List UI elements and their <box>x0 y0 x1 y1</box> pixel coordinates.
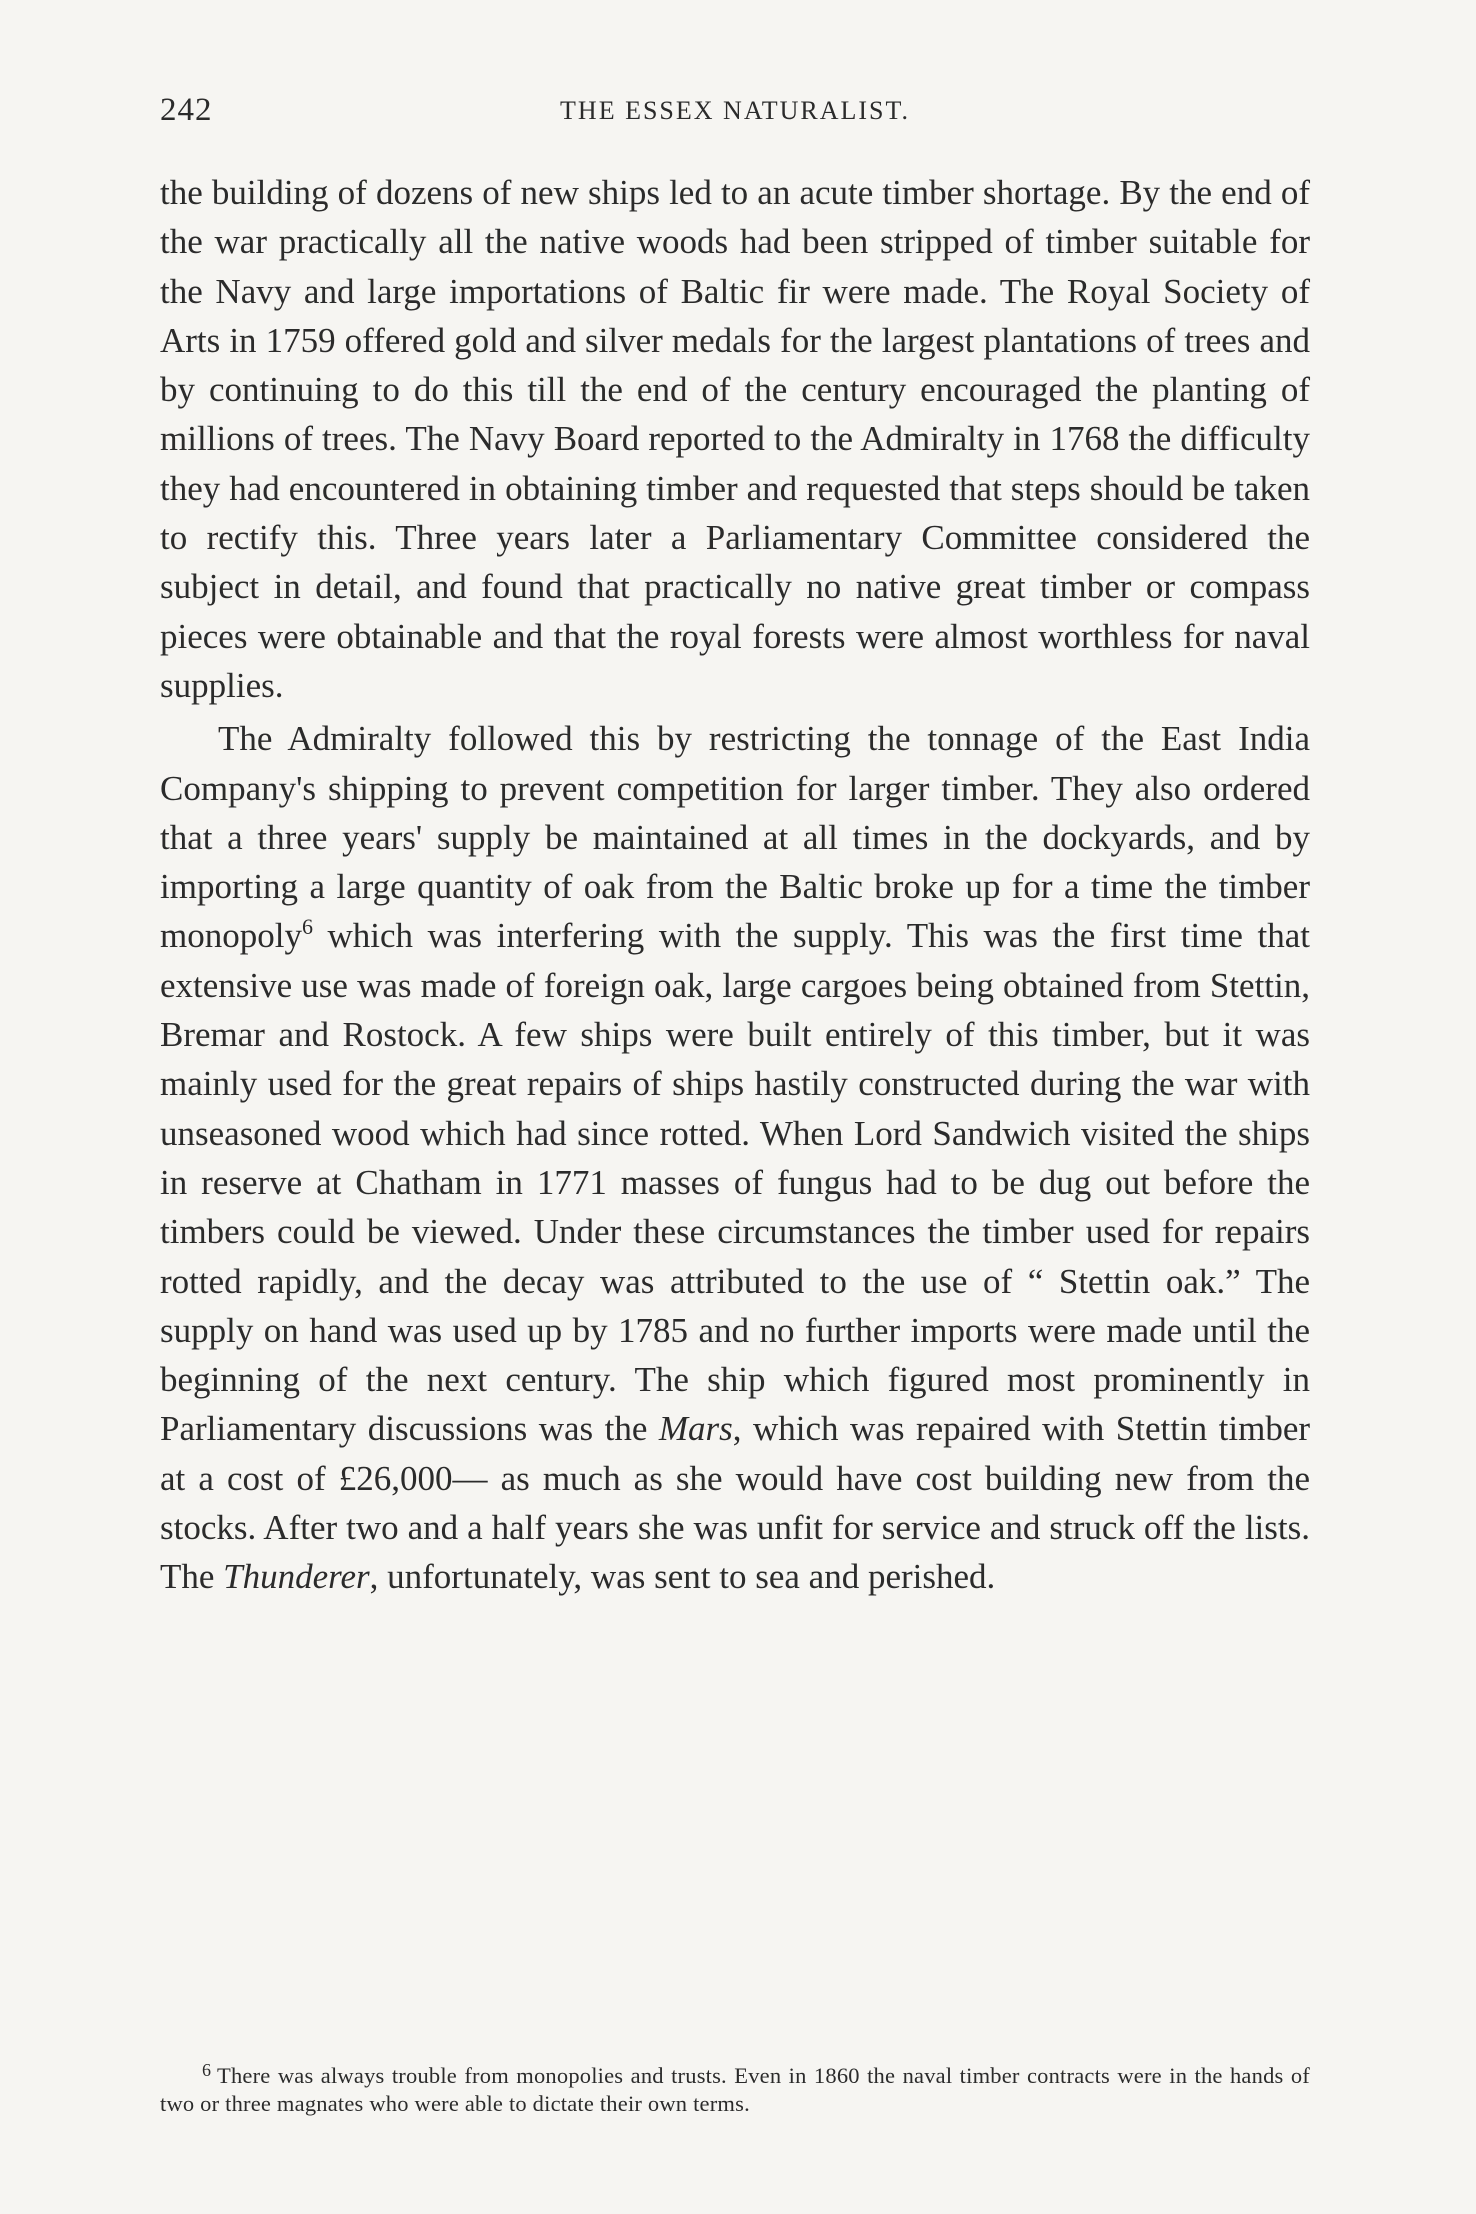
text-segment: which was interfering with the supply. This was the first time that extensive use was made of foreign oak, large cargoes being obtained from Stettin, Bremar and Rostock. A few ships were built entirely of this timber, but it was mainly used for the great repairs of ships hastily constructed during the war with unseasoned wood which had since rotted. When Lord Sandwich visited the ships in reserve at Chatham in 1771 masses of fungus had to be dug out before the timbers could be viewed. Under these circumstances the timber used for repairs rotted rapidly, and the decay was attributed to the use of “ Stettin oak.” The supply on hand was used up by 1785 and no further imports were made until the beginning of the next century. The ship which figured most prominently in Parliamentary discussions was the <box>160 916 1310 1449</box>
footnote <box>160 2062 1310 2118</box>
running-title: THE ESSEX NATURALIST. <box>560 96 910 125</box>
footnote-number: 6 <box>202 2060 211 2080</box>
ship-name: Mars <box>658 1409 733 1449</box>
page-header <box>160 92 1310 132</box>
text-segment: the building of dozens of new ships led to an acute timber shortage. By the end of the war practically all the native woods had been stripped of timber suitable for the Navy and large importations of Baltic fir were made. The Royal Society of Arts in 1759 offered gold and silver medals for the largest plantations of trees and by continuing to do this till the end of the century encouraged the planting of millions of trees. The Navy Board reported to the Admiralty in 1768 the difficulty they had encountered in obtaining timber and requested that steps should be taken to rectify this. Three years later a Parliamentary Committee considered the subject in detail, and found that practically no native great timber or compass pieces were obtainable and that the royal forests were almost worthless for naval supplies. <box>160 173 1310 705</box>
body-text <box>160 168 1310 1606</box>
text-segment: , unfortunately, was sent to sea and perished. <box>369 1557 996 1597</box>
paragraph-admiralty <box>160 714 1310 1601</box>
footnote-reference: 6 <box>301 914 313 940</box>
ship-name: Thunderer <box>223 1557 370 1597</box>
text-segment: , which was repaired with Stettin timber at a cost of £26,000— as much as she would have cost building new from the stocks. After two and a half years she was unfit for service and struck off the lists. The <box>160 1409 1311 1597</box>
text-segment: The Admiralty followed this by restricting the tonnage of the East India Company's shipping to prevent competition for larger timber. They also ordered that a three years' supply be maintained at all times in the dockyards, and by importing a large quantity of oak from the Baltic broke up for a time the timber monopoly <box>160 719 1310 956</box>
page-number: 242 <box>160 92 213 128</box>
footnote-text: There was always trouble from monopolies and trusts. Even in 1860 the naval timber contracts were in the hands of two or three magnates who were able to dictate their own terms. <box>160 2063 1310 2116</box>
paragraph-continuation <box>160 168 1310 710</box>
